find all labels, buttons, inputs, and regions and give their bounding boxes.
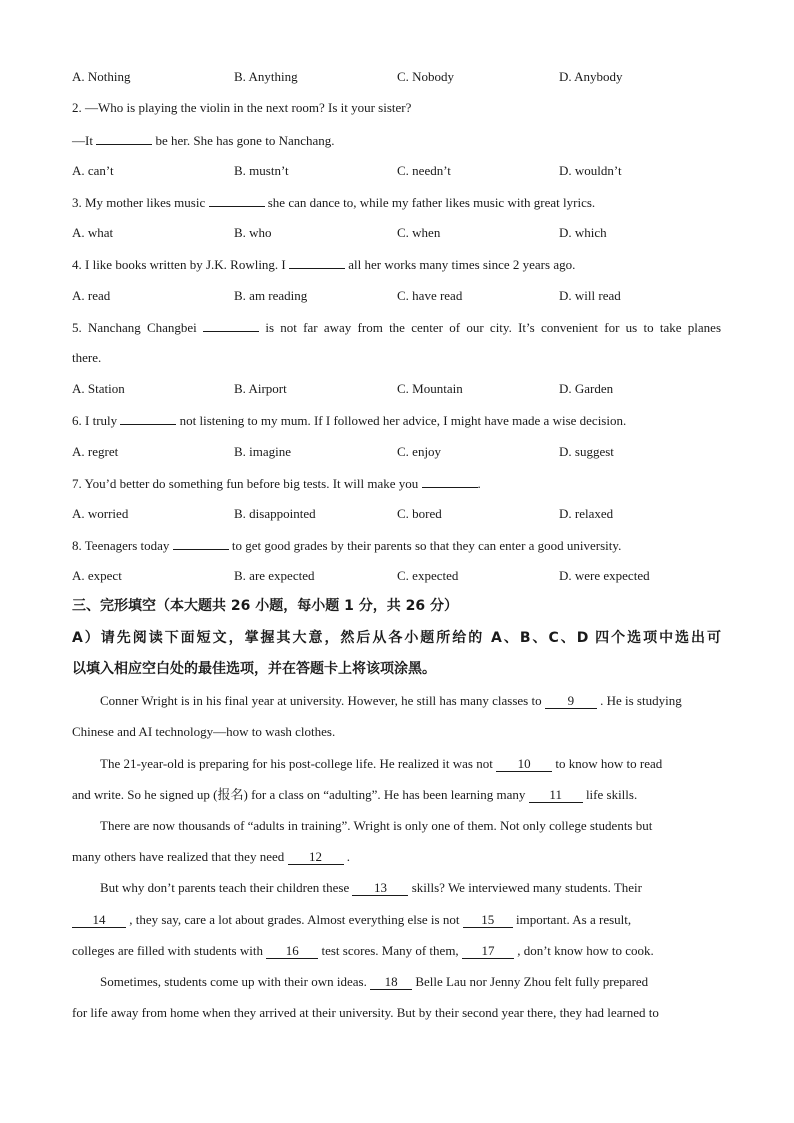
- passage-p4-line3: [72, 943, 654, 959]
- cloze-blank-16: 16: [266, 944, 318, 959]
- passage-text: important. As a result,: [515, 912, 632, 927]
- q5-option-a: A. Station: [72, 381, 125, 396]
- cloze-blank-17: 17: [462, 944, 514, 959]
- q3-stem: [72, 194, 595, 211]
- q8-stem-part-a: 8. Teenagers today: [72, 538, 170, 553]
- q6-option-c: C. enjoy: [397, 444, 442, 459]
- passage-text: But why don’t parents teach their children these: [100, 880, 350, 895]
- passage-text: test scores. Many of them,: [321, 943, 459, 958]
- cloze-blank-18: 18: [370, 975, 412, 990]
- passage-text: Conner Wright is in his final year at university. However, he still has many classes to: [100, 693, 542, 708]
- passage-p3-line2: [72, 849, 350, 865]
- q7-stem-part-a: 7. You’d better do something fun before big tests. It will make you: [72, 476, 419, 491]
- passage-p4-line1: [100, 880, 642, 896]
- q1-option-d: D. Anybody: [559, 69, 623, 84]
- passage-p2-line2: [72, 787, 637, 803]
- q8-stem: [72, 537, 621, 554]
- passage-p5-line1: [100, 974, 648, 990]
- cloze-blank-9: 9: [545, 694, 597, 709]
- passage-text: . He is studying: [600, 693, 682, 708]
- passage-text: life skills.: [585, 787, 638, 802]
- q3-stem-part-b: she can dance to, while my father likes music with great lyrics.: [267, 195, 596, 210]
- q3-stem-part-a: 3. My mother likes music: [72, 195, 206, 210]
- q6-option-a: A. regret: [72, 444, 119, 459]
- q6-stem-part-a: 6. I truly: [72, 413, 118, 428]
- q2-stem-part-b: be her. She has gone to Nanchang.: [155, 133, 335, 148]
- passage-text: many others have realized that they need: [72, 849, 285, 864]
- q3-option-a: A. what: [72, 225, 114, 240]
- q5-option-d: D. Garden: [559, 381, 614, 396]
- q6-stem-part-b: not listening to my mum. If I followed her advice, I might have made a wise decision.: [179, 413, 627, 428]
- passage-text: to know how to read: [555, 756, 663, 771]
- passage-p4-line2: [72, 912, 631, 928]
- section3-instruction-line1: A）请先阅读下面短文，掌握其大意，然后从各小题所给的 A、B、C、D 四个选项中选出可: [72, 630, 721, 646]
- q8-option-b: B. are expected: [234, 568, 315, 583]
- q5-stem-part-a: 5. Nanchang Changbei: [72, 320, 197, 335]
- q8-option-c: C. expected: [397, 568, 459, 583]
- q4-option-d: D. will read: [559, 288, 621, 303]
- q2-stem-line1: 2. —Who is playing the violin in the next room? Is it your sister?: [72, 100, 412, 115]
- q3-option-b: B. who: [234, 225, 272, 240]
- q2-blank: [96, 132, 152, 145]
- q4-option-c: C. have read: [397, 288, 463, 303]
- passage-p2-line1: [100, 756, 662, 772]
- q7-option-b: B. disappointed: [234, 506, 316, 521]
- passage-text: The 21-year-old is preparing for his post-college life. He realized it was not: [100, 756, 493, 771]
- q2-stem-line2: [72, 132, 335, 149]
- section3-instruction-line2: 以填入相应空白处的最佳选项，并在答题卡上将该项涂黑。: [72, 661, 436, 677]
- q6-option-d: D. suggest: [559, 444, 614, 459]
- cloze-blank-11: 11: [529, 788, 583, 803]
- q5-option-b: B. Airport: [234, 381, 287, 396]
- passage-text: skills? We interviewed many students. Their: [411, 880, 642, 895]
- q4-blank: [289, 256, 345, 269]
- q8-option-a: A. expect: [72, 568, 122, 583]
- passage-p1-line1: [100, 693, 682, 709]
- passage-text: , don’t know how to cook.: [517, 943, 654, 958]
- q3-option-c: C. when: [397, 225, 441, 240]
- cloze-blank-12: 12: [288, 850, 344, 865]
- q5-stem: [72, 319, 721, 336]
- cloze-blank-14: 14: [72, 913, 126, 928]
- passage-text: .: [346, 849, 350, 864]
- q2-option-c: C. needn’t: [397, 163, 451, 178]
- passage-text: , they say, care a lot about grades. Almost everything else is not: [129, 912, 460, 927]
- q5-stem-line2: there.: [72, 350, 102, 365]
- passage-text: colleges are filled with students with: [72, 943, 263, 958]
- q4-option-b: B. am reading: [234, 288, 308, 303]
- passage-text: Belle Lau nor Jenny Zhou felt fully prepared: [415, 974, 649, 989]
- q7-blank: [422, 475, 478, 488]
- passage-p1-line2: Chinese and AI technology—how to wash clothes.: [72, 724, 336, 739]
- q6-option-b: B. imagine: [234, 444, 292, 459]
- q8-blank: [173, 537, 229, 550]
- q5-option-c: C. Mountain: [397, 381, 463, 396]
- q8-option-d: D. were expected: [559, 568, 650, 583]
- q7-option-a: A. worried: [72, 506, 129, 521]
- q7-stem-part-b: .: [477, 476, 481, 491]
- q4-stem-part-b: all her works many times since 2 years ago.: [348, 257, 576, 272]
- q5-blank: [203, 319, 259, 332]
- q1-option-b: B. Anything: [234, 69, 298, 84]
- q2-stem-part-a: —It: [72, 133, 93, 148]
- q1-option-c: C. Nobody: [397, 69, 455, 84]
- q4-stem: [72, 256, 575, 273]
- cloze-blank-10: 10: [496, 757, 552, 772]
- q5-stem-part-b: is not far away from the center of our city. It’s convenient for us to take planes: [265, 320, 722, 335]
- q8-stem-part-b: to get good grades by their parents so that they can enter a good university.: [231, 538, 622, 553]
- q1-option-a: A. Nothing: [72, 69, 131, 84]
- passage-text: and write. So he signed up (报名) for a class on “adulting”. He has been learning many: [72, 787, 526, 802]
- passage-p3-line1: There are now thousands of “adults in training”. Wright is only one of them. Not only college students but: [100, 818, 653, 833]
- cloze-blank-15: 15: [463, 913, 513, 928]
- q6-blank: [120, 412, 176, 425]
- q4-option-a: A. read: [72, 288, 111, 303]
- q7-stem: [72, 475, 481, 492]
- section3-title: 三、完形填空（本大题共 26 小题，每小题 1 分，共 26 分）: [72, 598, 458, 614]
- q3-option-d: D. which: [559, 225, 607, 240]
- q6-stem: [72, 412, 626, 429]
- q3-blank: [209, 194, 265, 207]
- cloze-blank-13: 13: [352, 881, 408, 896]
- q2-option-a: A. can’t: [72, 163, 114, 178]
- passage-p5-line2: for life away from home when they arrived at their university. But by their second year there, they had learned to: [72, 1005, 659, 1020]
- q2-option-b: B. mustn’t: [234, 163, 289, 178]
- q2-option-d: D. wouldn’t: [559, 163, 622, 178]
- q7-option-d: D. relaxed: [559, 506, 614, 521]
- q4-stem-part-a: 4. I like books written by J.K. Rowling. I: [72, 257, 286, 272]
- passage-text: Sometimes, students come up with their own ideas.: [100, 974, 367, 989]
- q7-option-c: C. bored: [397, 506, 442, 521]
